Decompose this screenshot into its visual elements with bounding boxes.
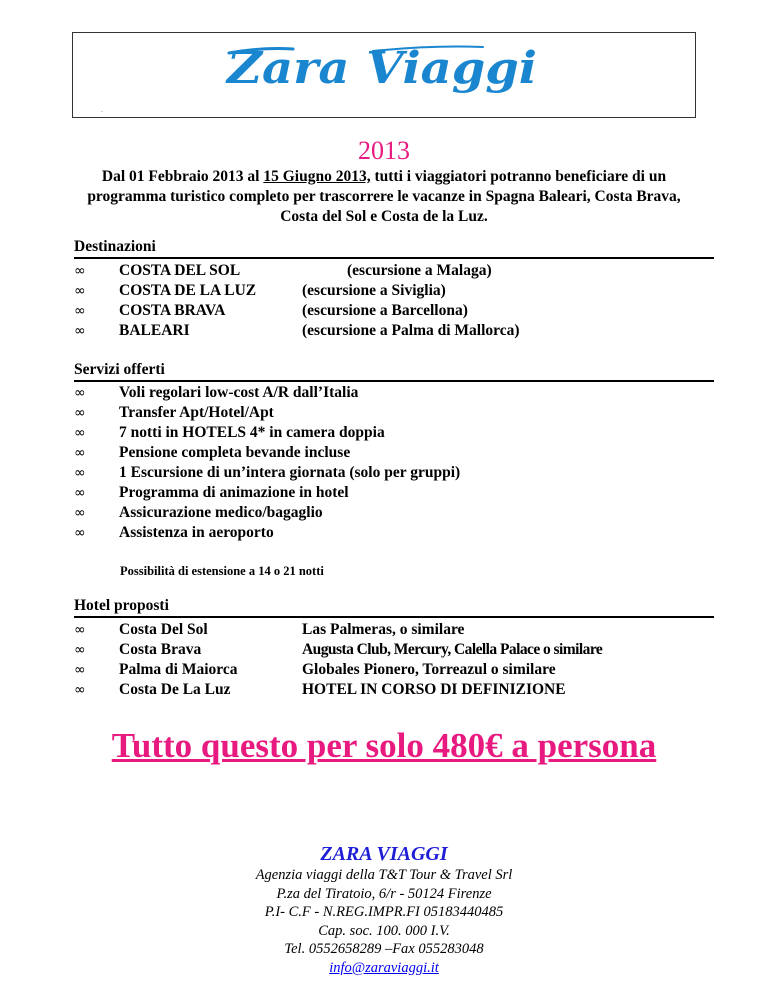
infinity-bullet-icon: ∞ (74, 405, 86, 421)
infinity-bullet-icon: ∞ (74, 385, 86, 401)
destination-name: COSTA DE LA LUZ (119, 282, 257, 299)
intro-paragraph (70, 167, 698, 227)
company-name: ZARA VIAGGI (320, 843, 448, 865)
footer-line: P.za del Tiratoio, 6/r - 50124 Firenze (276, 885, 492, 902)
footer-line: Tel. 0552658289 –Fax 055283048 (284, 941, 484, 957)
hotel-names: Globales Pionero, Torreazul o similare (302, 661, 556, 678)
infinity-bullet-icon: ∞ (74, 303, 86, 319)
footer-line: Cap. soc. 100. 000 I.V. (318, 922, 450, 939)
intro-part2: tutti i viaggiatori potranno beneficiare di un programma turistico completo per trascorrere le vacanze in Spagna Baleari, Costa Brava, Costa del Sol e Costa de la Luz. (87, 168, 681, 225)
infinity-bullet-icon: ∞ (74, 465, 86, 481)
footer-line: Agenzia viaggi della T&T Tour & Travel Srl (255, 867, 513, 883)
destination-name: BALEARI (119, 322, 190, 339)
destinazioni-title: Destinazioni (74, 238, 714, 259)
email-link[interactable]: info@zaraviaggi.it (329, 959, 439, 976)
destination-detail: (escursione a Palma di Mallorca) (302, 322, 520, 339)
infinity-bullet-icon: ∞ (74, 445, 86, 461)
service-label: Programma di animazione in hotel (119, 484, 349, 501)
extension-note: Possibilità di estensione a 14 o 21 notti (120, 564, 324, 578)
infinity-bullet-icon: ∞ (74, 642, 86, 658)
service-label: Assicurazione medico/bagaglio (119, 504, 323, 521)
service-label: 1 Escursione di un’intera giornata (solo per gruppi) (119, 464, 461, 481)
year-heading: 2013 (358, 136, 410, 165)
service-label: 7 notti in HOTELS 4* in camera doppia (119, 424, 385, 441)
infinity-bullet-icon: ∞ (74, 505, 86, 521)
infinity-bullet-icon: ∞ (74, 662, 86, 678)
hotel-location: Costa De La Luz (119, 681, 231, 698)
price-offer: Tutto questo per solo 480€ a persona (111, 726, 657, 765)
infinity-bullet-icon: ∞ (74, 622, 86, 638)
infinity-bullet-icon: ∞ (74, 525, 86, 541)
hotel-names: HOTEL IN CORSO DI DEFINIZIONE (302, 681, 566, 698)
destination-detail: (escursione a Malaga) (347, 262, 492, 279)
footer-line: P.I- C.F - N.REG.IMPR.FI 05183440485 (264, 904, 504, 920)
service-label: Assistenza in aeroporto (119, 524, 274, 541)
logo-dot: . (101, 105, 103, 114)
footer (0, 842, 768, 977)
infinity-bullet-icon: ∞ (74, 682, 86, 698)
intro-part1: Dal 01 Febbraio 2013 al (101, 168, 264, 185)
zara-viaggi-logo (223, 39, 543, 99)
hotel-title: Hotel proposti (74, 597, 714, 618)
logo-box (72, 32, 696, 118)
service-label: Voli regolari low-cost A/R dall’Italia (119, 384, 359, 401)
hotel-location: Costa Del Sol (119, 621, 208, 638)
destination-detail: (escursione a Barcellona) (302, 302, 468, 319)
infinity-bullet-icon: ∞ (74, 283, 86, 299)
service-label: Pensione completa bevande incluse (119, 444, 351, 461)
logo-text: Zara Viaggi (224, 43, 537, 94)
service-label: Transfer Apt/Hotel/Apt (119, 404, 274, 421)
servizi-title: Servizi offerti (74, 361, 714, 382)
destination-name: COSTA BRAVA (119, 302, 226, 319)
hotel-names: Las Palmeras, o similare (302, 621, 465, 638)
hotel-location: Costa Brava (119, 641, 202, 658)
destination-name: COSTA DEL SOL (119, 262, 241, 279)
intro-date: 15 Giugno 2013, (263, 168, 371, 185)
infinity-bullet-icon: ∞ (74, 323, 86, 339)
infinity-bullet-icon: ∞ (74, 425, 86, 441)
infinity-bullet-icon: ∞ (74, 263, 86, 279)
infinity-bullet-icon: ∞ (74, 485, 86, 501)
hotel-names: Augusta Club, Mercury, Calella Palace o similare (302, 641, 603, 658)
hotel-location: Palma di Maiorca (119, 661, 238, 678)
destination-detail: (escursione a Siviglia) (302, 282, 446, 299)
